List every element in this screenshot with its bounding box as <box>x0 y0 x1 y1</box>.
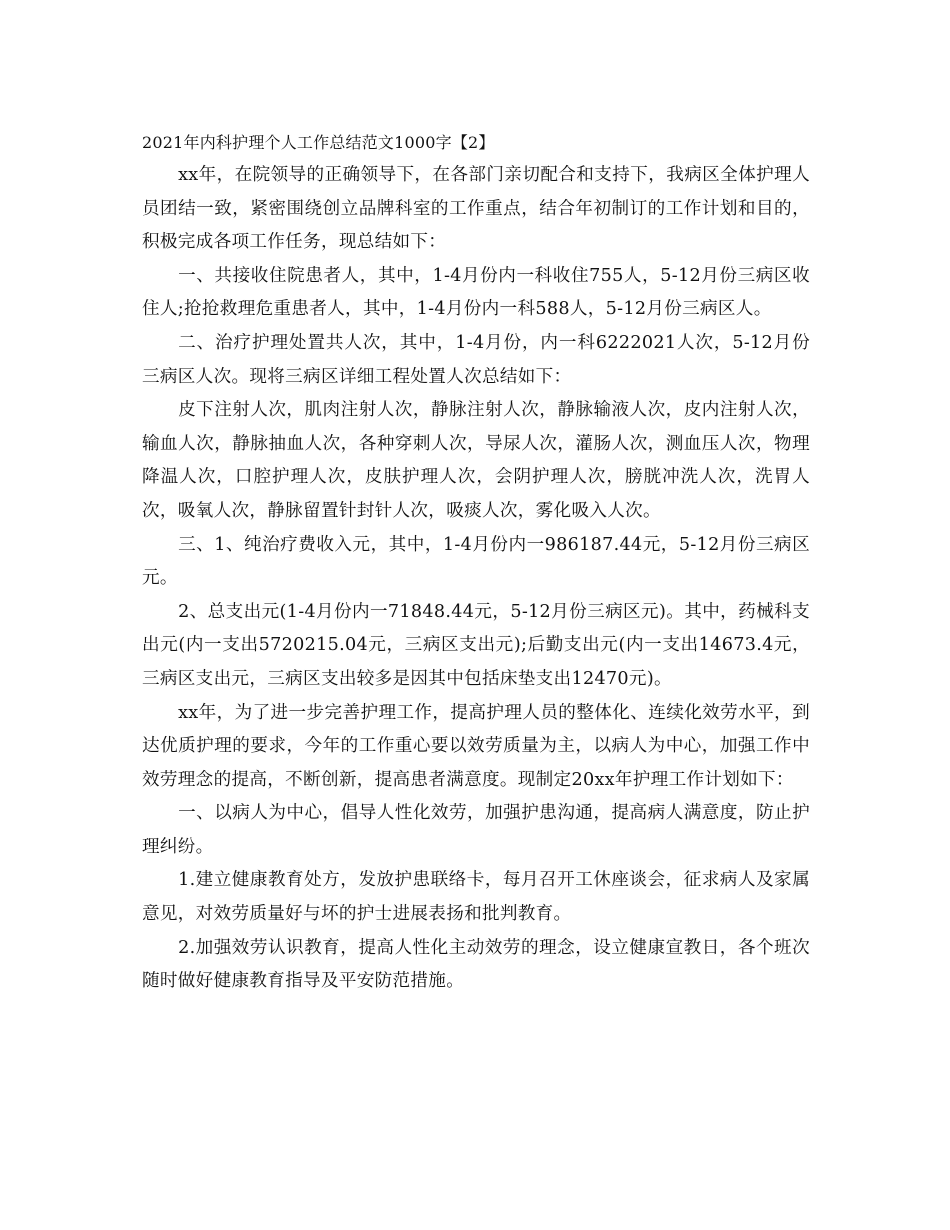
paragraph-10: 2.加强效劳认识教育，提高人性化主动效劳的理念，设立健康宣教日，各个班次随时做好健康教育指导及平安防范措施。 <box>142 937 810 992</box>
paragraph-6: 2、总支出元(1-4月份内一71848.44元，5-12月份三病区元)。其中，药械科支出元(内一支出5720215.04元，三病区支出元);后勤支出元(内一支出14673.4元，三病区支出元，三病区支出较多是因其中包括床垫支出12470元)。 <box>142 601 810 689</box>
paragraph-9: 1.建立健康教育处方，发放护患联络卡，每月召开工休座谈会，征求病人及家属意见，对效劳质量好与坏的护士进展表扬和批判教育。 <box>142 870 810 925</box>
paragraph-3: 二、治疗护理处置共人次，其中，1-4月份，内一科6222021人次，5-12月份三病区人次。现将三病区详细工程处置人次总结如下： <box>142 332 810 387</box>
document-body <box>142 126 810 999</box>
paragraph-7: xx年，为了进一步完善护理工作，提高护理人员的整体化、连续化效劳水平，到达优质护理的要求，今年的工作重心要以效劳质量为主，以病人为中心，加强工作中效劳理念的提高，不断创新，提高患者满意度。现制定20xx年护理工作计划如下： <box>142 702 810 790</box>
paragraph-2: 一、共接收住院患者人，其中，1-4月份内一科收住755人，5-12月份三病区收住人;抢抢救理危重患者人，其中，1-4月份内一科588人，5-12月份三病区人。 <box>142 265 810 320</box>
paragraph-1: xx年，在院领导的正确领导下，在各部门亲切配合和支持下，我病区全体护理人员团结一致，紧密围绕创立品牌科室的工作重点，结合年初制订的工作计划和目的，积极完成各项工作任务，现总结如下： <box>142 165 810 253</box>
paragraph-4: 皮下注射人次，肌肉注射人次，静脉注射人次，静脉输液人次，皮内注射人次，输血人次，静脉抽血人次，各种穿刺人次，导尿人次，灌肠人次，测血压人次，物理降温人次，口腔护理人次，皮肤护理人次，会阴护理人次，膀胱冲洗人次，洗胃人次，吸氧人次，静脉留置针封针人次，吸痰人次，雾化吸入人次。 <box>142 400 810 521</box>
paragraph-8: 一、以病人为中心，倡导人性化效劳，加强护患沟通，提高病人满意度，防止护理纠纷。 <box>142 803 810 857</box>
paragraph-5: 三、1、纯治疗费收入元，其中，1-4月份内一986187.44元，5-12月份三病区元。 <box>142 534 810 589</box>
document-title: 2021年内科护理个人工作总结范文1000字【2】 <box>142 133 495 152</box>
